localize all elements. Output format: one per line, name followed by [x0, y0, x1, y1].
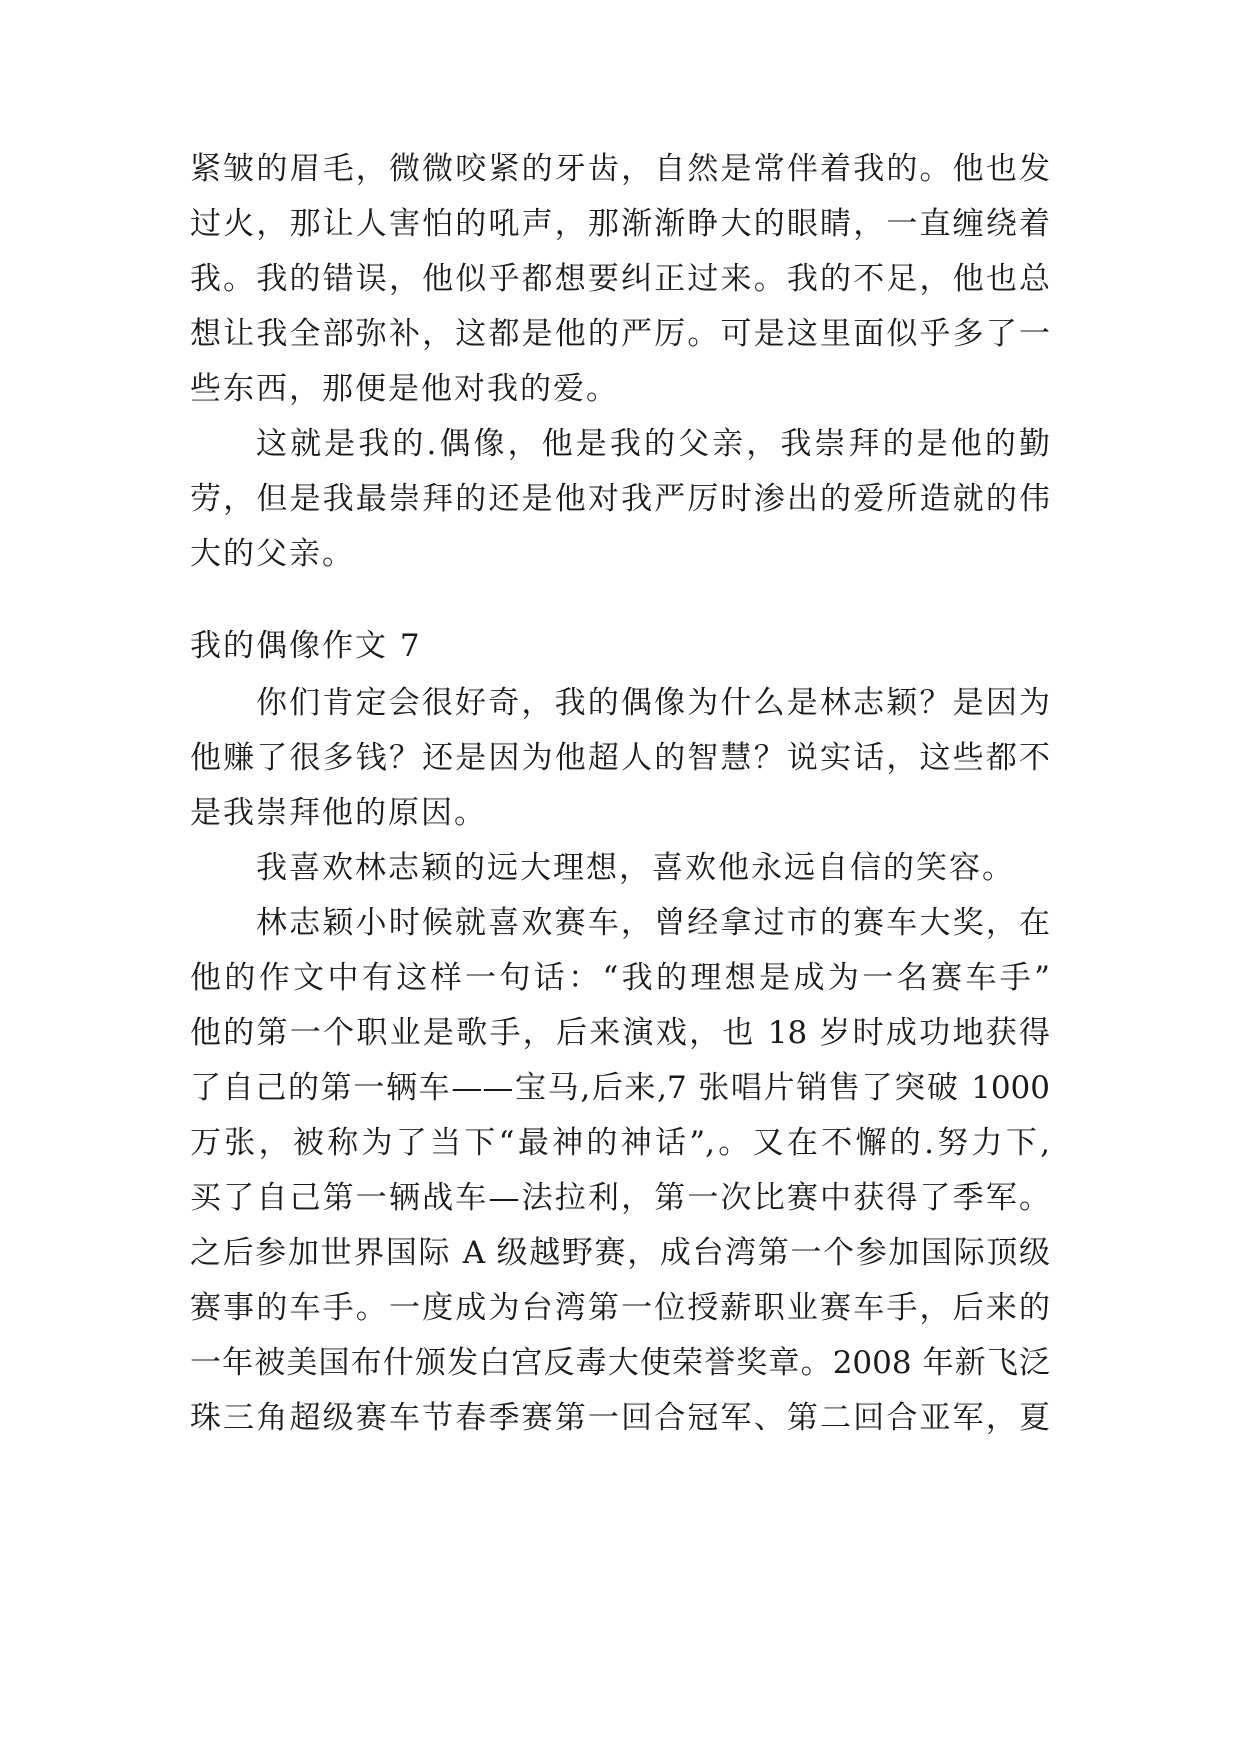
paragraph-line: 我。我的错误，他似乎都想要纠正过来。我的不足，他也总 [190, 261, 1050, 297]
paragraph-line: 他的作文中有这样一句话：“我的理想是成为一名赛车手” [190, 960, 1050, 996]
paragraph-line: 珠三角超级赛车节春季赛第一回合冠军、第二回合亚军，夏 [190, 1400, 1050, 1436]
section-title: 我的偶像作文 7 [190, 628, 422, 664]
paragraph-line: 一年被美国布什颁发白宫反毒大使荣誉奖章。2008 年新飞泛 [190, 1345, 1050, 1381]
paragraph-line: 过火，那让人害怕的吼声，那渐渐睁大的眼睛，一直缠绕着 [190, 206, 1050, 242]
paragraph-line: 想让我全部弥补，这都是他的严厉。可是这里面似乎多了一 [190, 316, 1050, 352]
paragraph-line: 你们肯定会很好奇，我的偶像为什么是林志颖？是因为 [256, 685, 1050, 721]
paragraph-line: 林志颖小时候就喜欢赛车，曾经拿过市的赛车大奖，在 [256, 905, 1050, 941]
paragraph-line: 这就是我的.偶像，他是我的父亲，我崇拜的是他的勤 [256, 426, 1050, 462]
paragraph-line: 之后参加世界国际 A 级越野赛，成台湾第一个参加国际顶级 [190, 1235, 1050, 1271]
paragraph-line: 我喜欢林志颖的远大理想，喜欢他永远自信的笑容。 [256, 850, 1015, 886]
paragraph-line: 大的父亲。 [190, 536, 355, 572]
paragraph-line: 买了自己第一辆战车—法拉利，第一次比赛中获得了季军。 [190, 1180, 1050, 1216]
paragraph-line: 赛事的车手。一度成为台湾第一位授薪职业赛车手，后来的 [190, 1290, 1050, 1326]
paragraph-line: 紧皱的眉毛，微微咬紧的牙齿，自然是常伴着我的。他也发 [190, 151, 1050, 187]
paragraph-line: 他的第一个职业是歌手，后来演戏，也 18 岁时成功地获得 [190, 1015, 1050, 1051]
paragraph-line: 他赚了很多钱？还是因为他超人的智慧？说实话，这些都不 [190, 740, 1050, 776]
paragraph-line: 是我崇拜他的原因。 [190, 795, 487, 831]
paragraph-line: 万张，被称为了当下“最神的神话”,。又在不懈的.努力下, [190, 1125, 1050, 1161]
paragraph-line: 了自己的第一辆车——宝马,后来,7 张唱片销售了突破 1000 [190, 1070, 1050, 1106]
paragraph-line: 劳，但是我最崇拜的还是他对我严厉时渗出的爱所造就的伟 [190, 481, 1050, 517]
paragraph-line: 些东西，那便是他对我的爱。 [190, 371, 619, 407]
